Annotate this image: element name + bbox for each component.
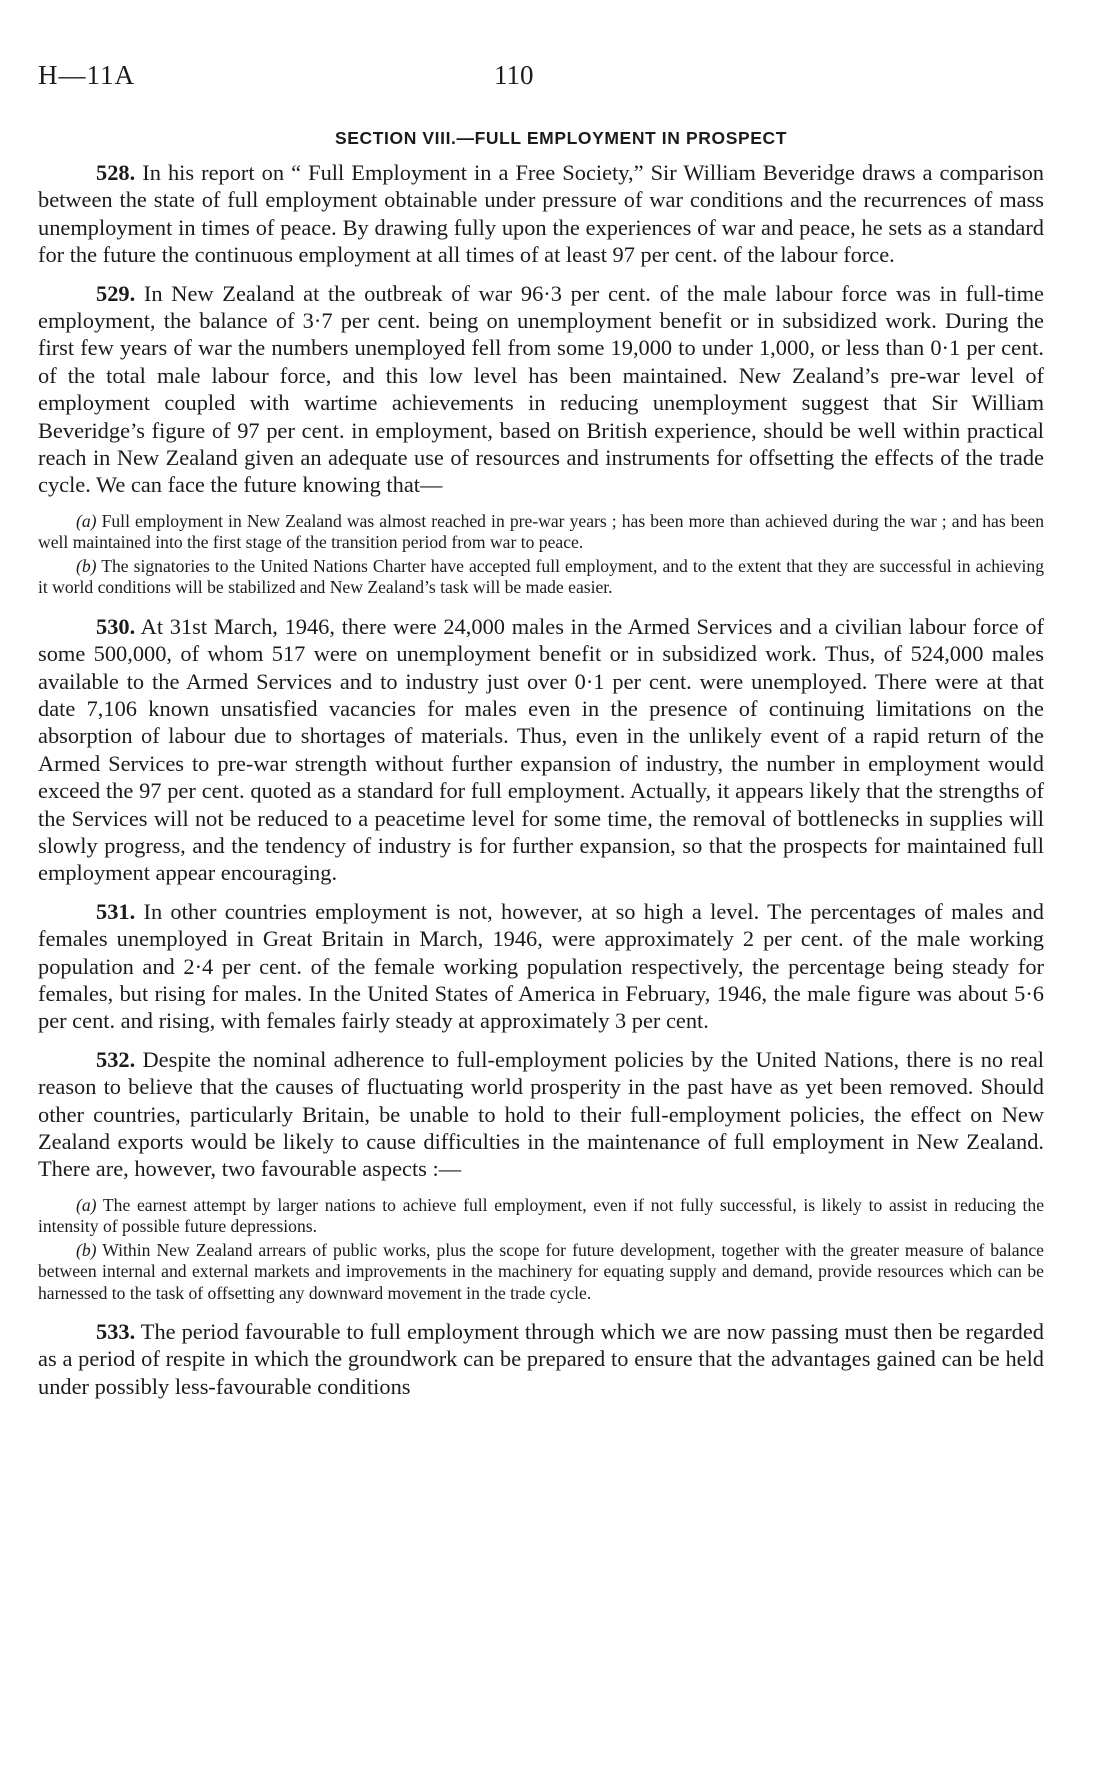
paragraph-number: 528.	[96, 160, 136, 185]
paragraph-text: Despite the nominal adherence to full-employment policies by the United Nations, there is no real reason to believe that the causes of fluctuating world prosperity in the past have as yet been removed. Should other countries, particularly Britain, be unable to hold to their full-employment policies, the effect on New Zealand exports would be likely to cause difficulties in the maintenance of full employment in New Zealand. There are, however, two favourable aspects :—	[38, 1046, 1044, 1182]
subclauses-532	[38, 1195, 1044, 1304]
subclause-label: (b)	[76, 556, 97, 577]
page-header	[38, 60, 1044, 100]
paragraph-text: In New Zealand at the outbreak of war 96·3 per cent. of the male labour force was in full-time employment, the balance of 3·7 per cent. being on unemployment benefit or in subsidized work. During the first few years of war the numbers unemployed fell from some 19,000 to under 1,000, or less than 0·1 per cent. of the total male labour force, and this low level has been maintained. New Zealand’s pre-war level of employment coupled with wartime achievements in reducing unemployment suggest that Sir William Beveridge’s figure of 97 per cent. in employment, based on British experience, should be well within practical reach in New Zealand given an adequate use of resources and instruments for offsetting the effects of the trade cycle. We can face the future knowing that—	[38, 280, 1044, 498]
subclause-529-b	[38, 556, 1044, 598]
paragraph-number: 533.	[96, 1318, 136, 1344]
paragraph-number: 532.	[96, 1046, 136, 1072]
paragraph-528	[38, 159, 1044, 269]
subclause-text: Within New Zealand arrears of public works, plus the scope for future development, together with the greater measure of balance between internal and external markets and improvements in the machinery for equating supply and demand, provide resources which can be harnessed to the task of offsetting any downward movement in the trade cycle.	[38, 1240, 1044, 1303]
paragraph-532	[38, 1046, 1044, 1183]
paragraph-number: 531.	[96, 898, 136, 924]
paragraph-530	[38, 613, 1044, 887]
paragraph-number: 530.	[96, 613, 136, 639]
paragraph-531	[38, 898, 1044, 1035]
paragraph-529	[38, 280, 1044, 499]
subclause-text: The signatories to the United Nations Charter have accepted full employment, and to the extent that they are successful in achieving it world conditions will be stabilized and New Zealand’s task will be made easier.	[38, 556, 1044, 598]
page-number: 110	[494, 60, 534, 90]
subclause-text: Full employment in New Zealand was almost reached in pre-war years ; has been more than achieved during the war ; and has been well maintained into the first stage of the transition period from war to peace.	[38, 510, 1044, 553]
document-reference: H—11A	[38, 60, 135, 90]
paragraph-533	[38, 1318, 1044, 1400]
subclause-label: (a)	[76, 1194, 97, 1215]
subclauses-529	[38, 511, 1044, 599]
subclause-label: (a)	[76, 510, 97, 531]
paragraph-text: The period favourable to full employment through which we are now passing must then be regarded as a period of respite in which the groundwork can be prepared to ensure that the advantages gained can be held under possibly less-favourable conditions	[38, 1318, 1044, 1399]
subclause-text: The earnest attempt by larger nations to achieve full employment, even if not fully successful, is likely to assist in reducing the intensity of possible future depressions.	[38, 1194, 1044, 1237]
document-page	[38, 60, 1044, 1411]
subclause-532-a	[38, 1195, 1044, 1237]
paragraph-text: At 31st March, 1946, there were 24,000 males in the Armed Services and a civilian labour force of some 500,000, of whom 517 were on unemployment benefit or in subsidized work. Thus, of 524,000 males available to the Armed Services and to industry just over 0·1 per cent. were unemployed. There were at that date 7,106 known unsatisfied vacancies for males even in the presence of continuing limitations on the absorption of labour due to shortages of materials. Thus, even in the unlikely event of a rapid return of the Armed Services to pre-war strength without further expansion of industry, the number in employment would exceed the 97 per cent. quoted as a standard for full employment. Actually, it appears likely that the strengths of the Services will not be reduced to a peacetime level for some time, the removal of bottlenecks in supplies will slowly progress, and the tendency of industry is for further expansion, so that the prospects for maintained full employment appear encouraging.	[38, 613, 1044, 886]
section-title: SECTION VIII.—FULL EMPLOYMENT IN PROSPECT	[334, 128, 788, 148]
paragraph-number: 529.	[96, 280, 136, 306]
subclause-label: (b)	[76, 1240, 97, 1261]
subclause-532-b	[38, 1240, 1044, 1304]
paragraph-text: In his report on “ Full Employment in a Free Society,” Sir William Beveridge draws a comparison between the state of full employment obtainable under pressure of war conditions and the recurrences of mass unemployment in times of peace. By drawing fully upon the experiences of war and peace, he sets as a standard for the future the continuous employment at all times of at least 97 per cent. of the labour force.	[38, 160, 1044, 268]
subclause-529-a	[38, 511, 1044, 553]
paragraph-text: In other countries employment is not, however, at so high a level. The percentages of males and females unemployed in Great Britain in March, 1946, were approximately 2 per cent. of the male working population and 2·4 per cent. of the female working population respectively, the percentage being steady for females, but rising for males. In the United States of America in February, 1946, the male figure was about 5·6 per cent. and rising, with females fairly steady at approximately 3 per cent.	[38, 898, 1044, 1034]
